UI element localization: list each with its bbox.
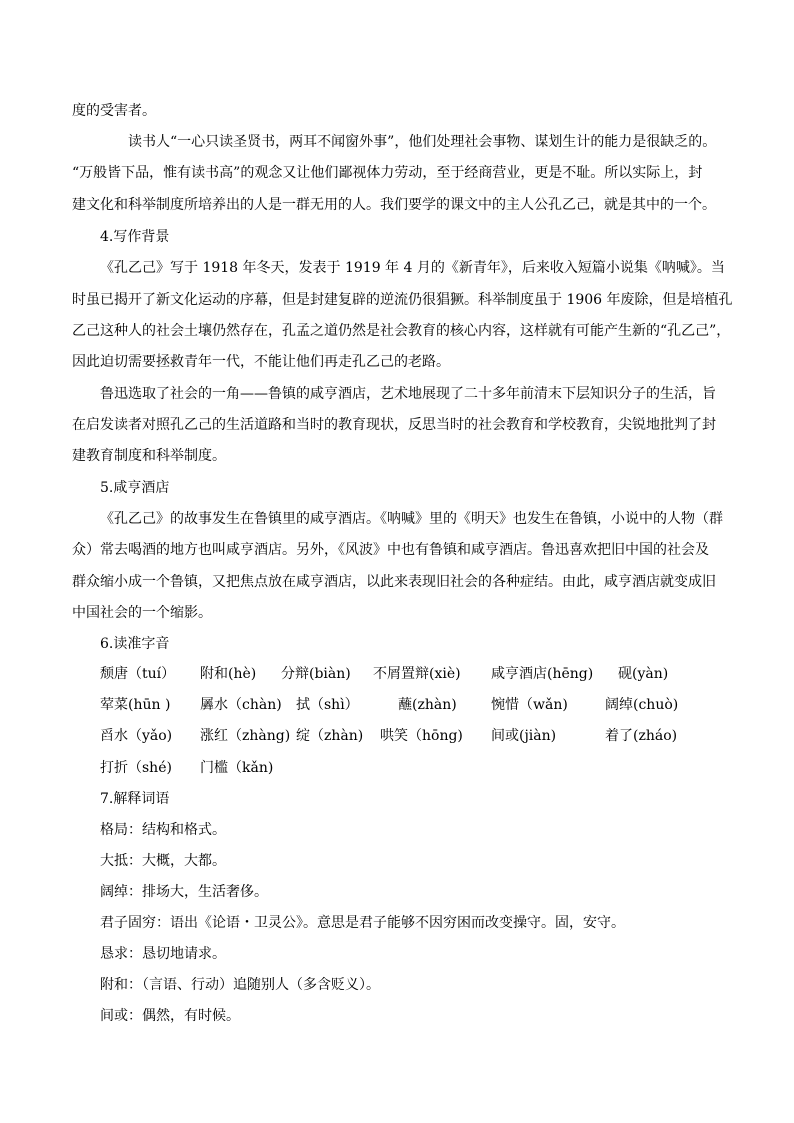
paragraph-line: 群众缩小成一个鲁镇，又把焦点放在咸亨酒店，以此来表现旧社会的各种症结。由此，咸亨酒店就变成旧 [72,574,716,590]
paragraph-line: 《孔乙己》写于 1918 年冬天，发表于 1919 年 4 月的《新青年》，后来收入短篇小说集《呐喊》。当 [100,260,725,276]
pronunciation-item: 荤菜(hūn ) [100,697,171,713]
section-heading: 4.写作背景 [100,229,170,245]
definition-item: 恳求：恳切地请求。 [100,946,226,962]
pronunciation-item: 着了(zháo) [605,728,678,744]
pronunciation-item: 舀水（yǎo) [100,728,173,744]
paragraph-line: 乙己这种人的社会土壤仍然存在，孔孟之道仍然是社会教育的核心内容，这样就有可能产生新的“孔乙己”， [72,323,731,339]
pronunciation-item: 不屑置辩(xiè) [373,666,461,682]
paragraph-line: 《孔乙己》的故事发生在鲁镇里的咸亨酒店。《呐喊》里的《明天》也发生在鲁镇，小说中的人物（群 [100,511,723,527]
paragraph-line: 鲁迅选取了社会的一角——鲁镇的咸亨酒店，艺术地展现了二十多年前清末下层知识分子的生活，旨 [100,386,716,402]
pronunciation-item: 间或(jiàn) [491,728,557,744]
pronunciation-item: 惋惜（wǎn) [491,697,568,713]
pronunciation-item: 涨红（zhàng) [200,728,291,744]
pronunciation-item: 颓唐（tuí） [100,666,176,682]
pronunciation-item: 砚(yàn) [618,666,669,682]
intro-paragraph-line: “万般皆下品，惟有读书高”的观念又让他们鄙视体力劳动，至于经商营业，更是不耻。所以实际上，封 [72,165,703,181]
paragraph-line: 在启发读者对照孔乙己的生活道路和当时的教育现状，反思当时的社会教育和学校教育，尖锐地批判了封 [72,417,716,433]
section-heading: 6.读准字音 [100,636,170,652]
intro-paragraph-line: 建文化和科举制度所培养出的人是一群无用的人。我们要学的课文中的主人公孔乙己，就是其中的一个。 [72,197,716,213]
pronunciation-item: 门槛（kǎn) [200,760,274,776]
intro-line: 度的受害者。 [72,103,156,119]
pronunciation-item: 咸亨酒店(hēng) [491,666,594,682]
pronunciation-item: 拭（shì） [296,697,359,713]
paragraph-line: 因此迫切需要拯救青年一代，不能让他们再走孔乙己的老路。 [72,354,450,370]
paragraph-line: 众）常去喝酒的地方也叫咸亨酒店。另外，《风波》中也有鲁镇和咸亨酒店。鲁迅喜欢把旧中国的社会及 [72,542,709,558]
section-heading: 7.解释词语 [100,791,170,807]
pronunciation-item: 打折（shé) [100,760,172,776]
pronunciation-item: 分辩(biàn) [281,666,351,682]
intro-paragraph-line: 读书人“一心只读圣贤书，两耳不闻窗外事”，他们处理社会事物、谋划生计的能力是很缺乏的。 [128,134,717,150]
definition-item: 君子固穷：语出《论语・卫灵公》。意思是君子能够不因穷困而改变操守。固，安守。 [100,915,625,931]
pronunciation-item: 蘸(zhàn) [398,697,457,713]
pronunciation-item: 哄笑（hōng) [380,728,463,744]
definition-item: 阔绰：排场大，生活奢侈。 [100,884,268,900]
section-heading: 5.咸亨酒店 [100,480,170,496]
pronunciation-item: 羼水（chàn) [200,697,282,713]
paragraph-line: 中国社会的一个缩影。 [72,605,212,621]
definition-item: 格局：结构和格式。 [100,822,226,838]
definition-item: 附和：（言语、行动）追随别人（多含贬义）。 [100,977,380,993]
pronunciation-item: 绽（zhàn) [296,728,364,744]
definition-item: 大抵：大概，大都。 [100,853,226,869]
pronunciation-item: 附和(hè) [200,666,257,682]
definition-item: 间或：偶然，有时候。 [100,1008,240,1024]
pronunciation-item: 阔绰(chuò) [605,697,679,713]
paragraph-line: 建教育制度和科举制度。 [72,448,226,464]
paragraph-line: 时虽已揭开了新文化运动的序幕，但是封建复辟的逆流仍很猖獗。科举制度虽于 1906 年废除，但是培植孔 [72,292,733,308]
